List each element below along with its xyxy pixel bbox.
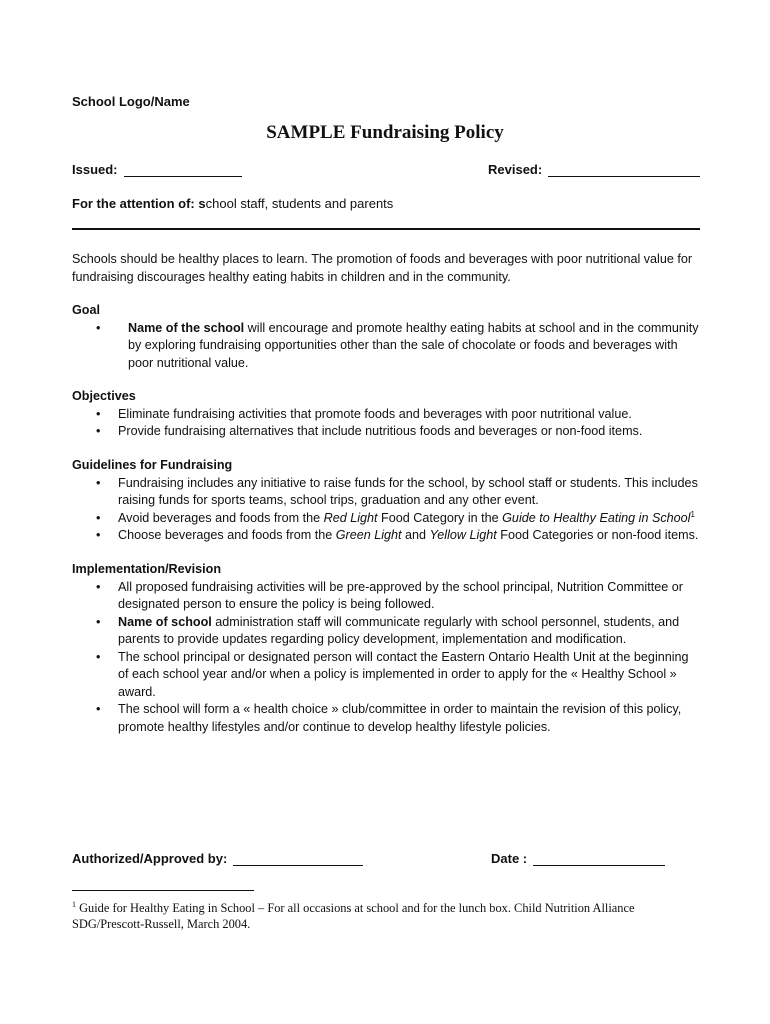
- bullet-icon: •: [96, 320, 101, 335]
- objective-text: Eliminate fundraising activities that promote foods and beverages with poor nutritional value.: [118, 406, 632, 421]
- revised-blank-line[interactable]: [548, 162, 700, 177]
- bullet-icon: •: [96, 475, 101, 490]
- list-item: [72, 614, 702, 649]
- guideline-text: Avoid beverages and foods from the: [118, 510, 324, 525]
- implementation-text: administration staff will communicate regularly with school personnel, students, and parents to provide updates regarding policy development, implementation and modification.: [118, 614, 680, 646]
- list-item: [72, 475, 702, 510]
- guidelines-heading: Guidelines for Fundraising: [72, 458, 233, 472]
- list-item: [72, 527, 702, 545]
- guide-title: Guide to Healthy Eating in School: [502, 510, 691, 525]
- list-item: [72, 406, 702, 424]
- school-name-label: Name of school: [118, 614, 212, 629]
- guideline-text: and: [401, 528, 430, 542]
- objectives-section: [72, 388, 702, 441]
- bullet-icon: •: [96, 579, 101, 594]
- bullet-icon: •: [96, 424, 101, 438]
- bullet-icon: •: [96, 702, 101, 716]
- date-blank-line[interactable]: [533, 851, 665, 866]
- attention-value-initial: s: [198, 196, 206, 211]
- list-item: [72, 649, 702, 702]
- date-row: [491, 851, 665, 866]
- date-label: Date :: [491, 851, 528, 866]
- bullet-icon: •: [96, 528, 101, 542]
- goal-heading: Goal: [72, 303, 100, 317]
- header-divider: [72, 228, 700, 230]
- bullet-icon: •: [96, 406, 101, 421]
- bullet-icon: •: [96, 614, 101, 629]
- list-item: [72, 579, 702, 614]
- footnote: [72, 900, 702, 932]
- list-item: [72, 701, 702, 736]
- guideline-text: Food Categories or non-food items.: [496, 528, 699, 542]
- red-light-term: Red Light: [323, 510, 378, 525]
- goal-section: [72, 302, 702, 372]
- guideline-text: Food Category in the: [377, 510, 503, 525]
- list-item: [72, 423, 702, 441]
- bullet-icon: •: [96, 649, 101, 664]
- guideline-text: Fundraising includes any initiative to raise funds for the school, by school staff or students. This includes raising funds for sports teams, school trips, graduation and any other event.: [118, 475, 698, 507]
- implementation-text: All proposed fundraising activities will be pre-approved by the school principal, Nutrition Committee or designated person to ensure the policy is being followed.: [118, 579, 683, 611]
- school-logo-name: School Logo/Name: [72, 94, 190, 109]
- guideline-text: Choose beverages and foods from the: [118, 528, 336, 542]
- page-title: SAMPLE Fundraising Policy: [266, 122, 504, 143]
- authorized-blank-line[interactable]: [233, 851, 363, 866]
- list-item: [72, 510, 702, 528]
- authorized-label: Authorized/Approved by:: [72, 851, 228, 866]
- footnote-marker: 1: [72, 899, 76, 909]
- goal-school-name: Name of the school: [128, 320, 245, 335]
- goal-item: [72, 320, 702, 373]
- implementation-text: The school principal or designated person will contact the Eastern Ontario Health Unit at the beginning of each school year and/or when a policy is implemented in order to apply for the « Healthy School » award.: [118, 649, 689, 699]
- issued-blank-line[interactable]: [124, 162, 242, 177]
- bullet-icon: •: [96, 510, 101, 525]
- attention-line: [72, 196, 393, 211]
- issued-label: Issued:: [72, 162, 118, 177]
- footnote-ref: 1: [690, 509, 695, 519]
- implementation-text: The school will form a « health choice » club/committee in order to maintain the revision of this policy, promote healthy lifestyles and/or continue to develop healthy lifestyle policies.: [118, 702, 682, 734]
- goal-text: will encourage and promote healthy eating habits at school and in the community by exploring fundraising opportunities other than the sale of chocolate or foods and beverages with poor nutritional value.: [128, 320, 699, 370]
- implementation-section: [72, 561, 702, 736]
- yellow-light-term: Yellow Light: [429, 528, 497, 542]
- implementation-heading: Implementation/Revision: [72, 562, 222, 576]
- revised-row: [488, 162, 700, 177]
- guidelines-section: [72, 457, 702, 545]
- objective-text: Provide fundraising alternatives that include nutritious foods and beverages or non-food items.: [118, 424, 643, 438]
- authorized-row: [72, 851, 363, 866]
- attention-value: chool staff, students and parents: [205, 196, 394, 211]
- revised-label: Revised:: [488, 162, 543, 177]
- footnote-text: Guide for Healthy Eating in School – For all occasions at school and for the lunch box. Child Nutrition Alliance SDG/Prescott-Russell, March 2004.: [72, 901, 635, 931]
- attention-label: For the attention of:: [72, 196, 195, 211]
- objectives-heading: Objectives: [72, 389, 136, 403]
- intro-paragraph: Schools should be healthy places to learn. The promotion of foods and beverages with poor nutritional value for fundraising discourages healthy eating habits in children and in the community.: [72, 252, 693, 284]
- footnote-divider: [72, 890, 254, 891]
- issued-row: [72, 162, 242, 177]
- green-light-term: Green Light: [335, 528, 402, 542]
